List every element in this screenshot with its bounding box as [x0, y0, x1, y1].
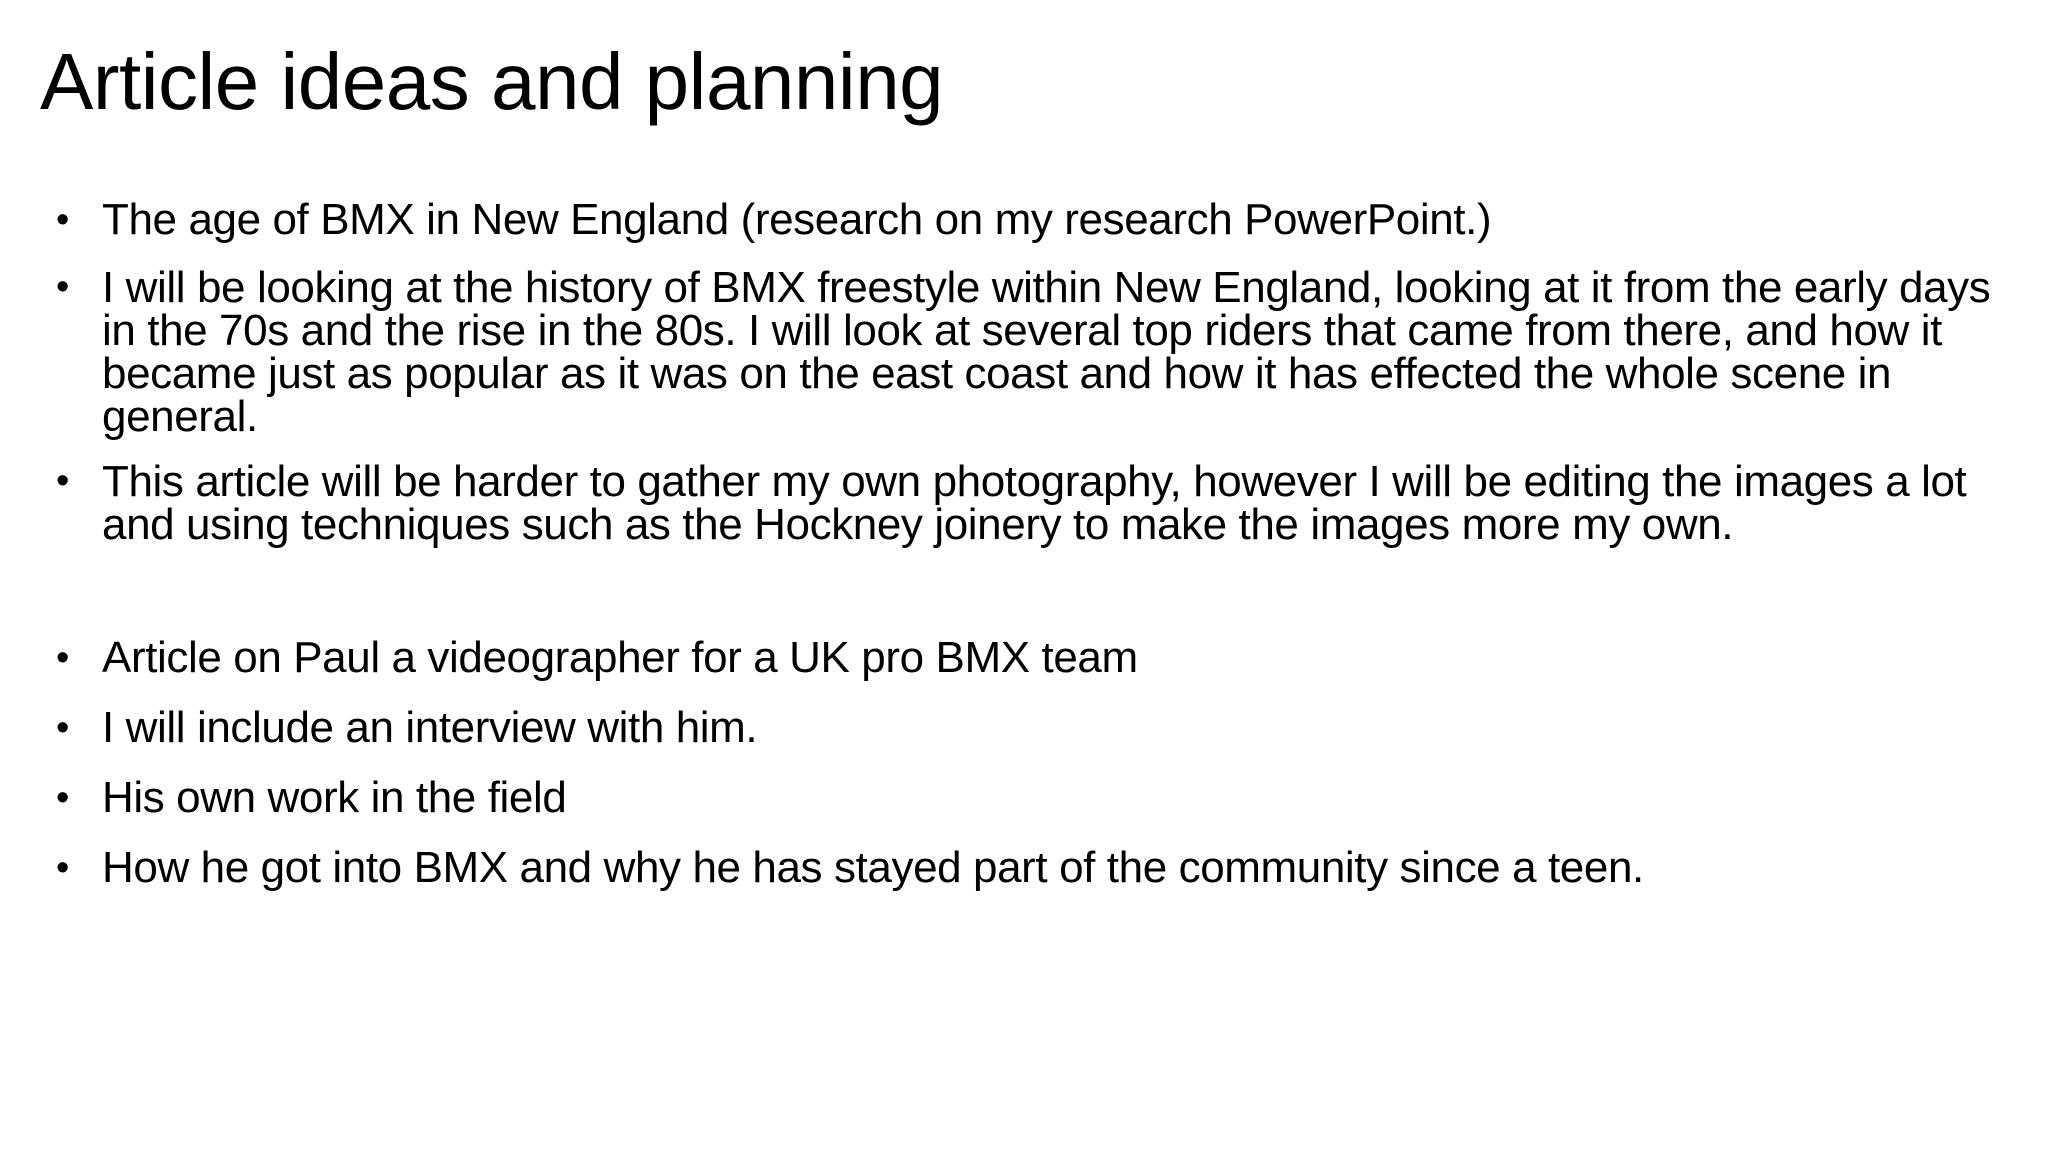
list-item [56, 196, 2006, 244]
list-item-text: I will include an interview with him. [102, 703, 758, 752]
bullet-list [56, 196, 2006, 914]
list-item [56, 704, 2006, 752]
bullet-icon: • [56, 707, 69, 749]
bullet-icon: • [56, 777, 69, 819]
list-item [56, 844, 2006, 892]
list-spacer [56, 568, 2006, 634]
list-item-text: I will be looking at the history of BMX freestyle within New England, looking at it from the early days in the 70s and the rise in the 80s. I will look at several top riders that came from there, and how it became just as popular as it was on the east coast and how it has effected the whole scene in general. [102, 263, 1991, 441]
bullet-icon: • [56, 460, 69, 502]
bullet-icon: • [56, 199, 69, 241]
list-item [56, 263, 2006, 441]
bullet-icon: • [56, 847, 69, 889]
list-item-text: Article on Paul a videographer for a UK pro BMX team [102, 633, 1138, 682]
slide-title: Article ideas and planning [40, 37, 944, 126]
list-item-text: The age of BMX in New England (research on my research PowerPoint.) [102, 195, 1492, 244]
list-item [56, 457, 2006, 549]
list-item-text: How he got into BMX and why he has stayed part of the community since a teen. [102, 843, 1644, 892]
list-item-text: This article will be harder to gather my own photography, however I will be editing the images a lot and using techniques such as the Hockney joinery to make the images more my own. [102, 457, 1967, 549]
list-item-text: His own work in the field [102, 773, 567, 822]
bullet-icon: • [56, 637, 69, 679]
bullet-icon: • [56, 266, 69, 308]
list-item [56, 774, 2006, 822]
list-item [56, 634, 2006, 682]
